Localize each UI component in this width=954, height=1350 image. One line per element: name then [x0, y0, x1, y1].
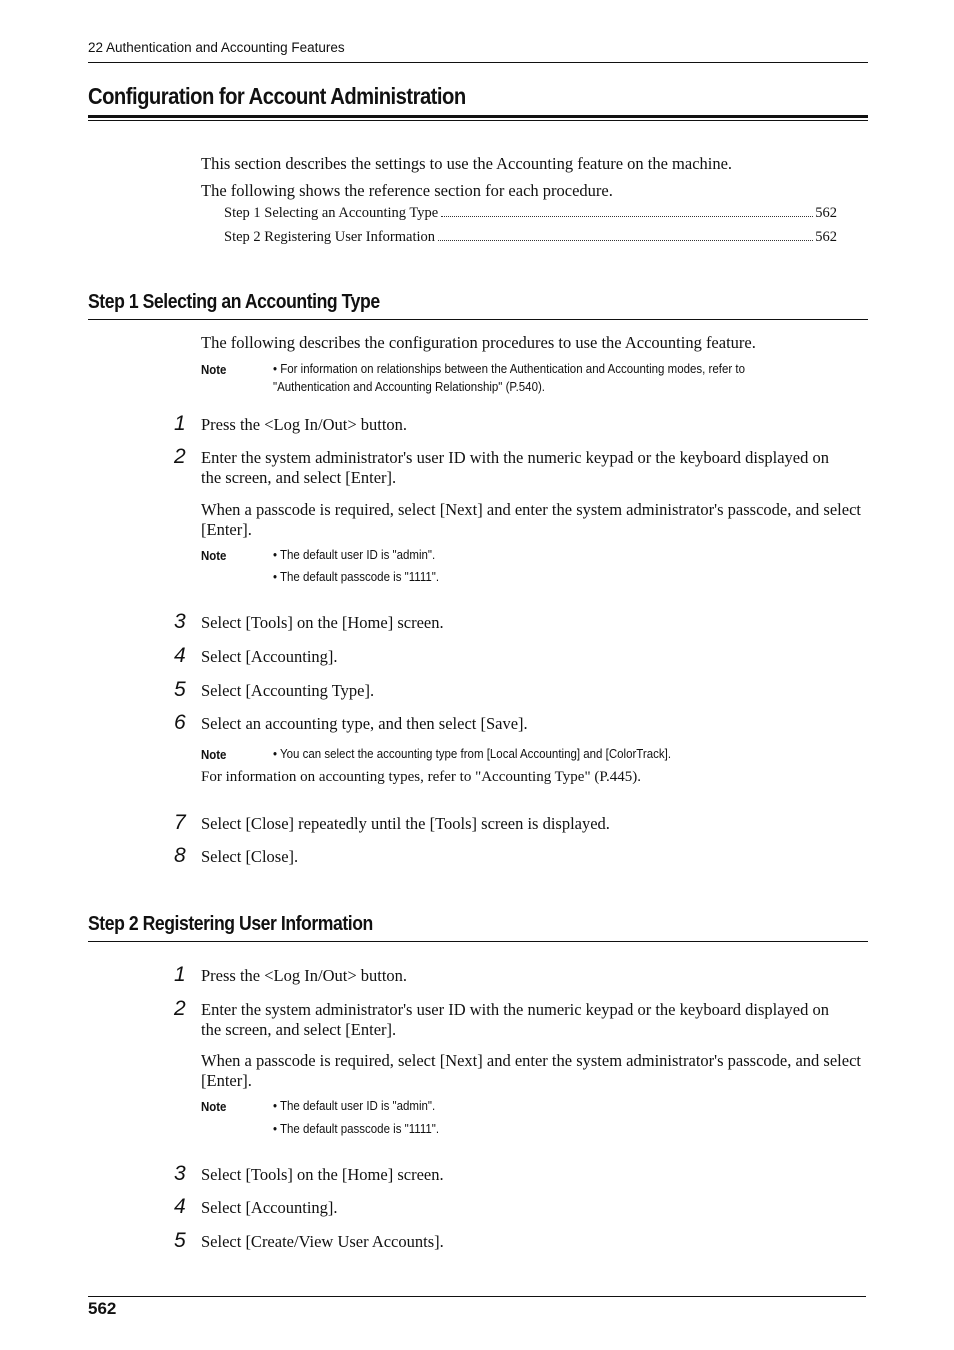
- step-number: 2: [174, 445, 186, 468]
- note-label: Note: [201, 548, 227, 563]
- step-number: 3: [174, 1162, 186, 1185]
- step-text: Select [Tools] on the [Home] screen.: [201, 1165, 444, 1184]
- step-text: Press the <Log In/Out> button.: [201, 966, 408, 985]
- step-text: Enter the system administrator's user ID with the numeric keypad or the keyboard displayed on the screen, and select [Enter].: [201, 448, 829, 487]
- step-text: Select [Close].: [201, 847, 299, 866]
- footer-rule: [88, 1296, 866, 1297]
- toc-leader: [441, 216, 813, 217]
- header-rule: [88, 62, 868, 63]
- step-text: Select [Accounting].: [201, 1198, 338, 1217]
- step-number: 1: [174, 412, 186, 435]
- step-number: 4: [174, 644, 186, 667]
- toc-label: Step 1 Selecting an Accounting Type: [224, 205, 439, 221]
- step-number: 8: [174, 844, 186, 867]
- step-number: 5: [174, 678, 186, 701]
- step-text: Select an accounting type, and then select [Save].: [201, 714, 528, 733]
- note-text: • The default passcode is "1111".: [273, 570, 440, 584]
- step-number: 4: [174, 1195, 186, 1218]
- step-text: Select [Accounting Type].: [201, 681, 375, 700]
- note-text: • The default user ID is "admin".: [273, 1099, 436, 1113]
- toc-label: Step 2 Registering User Information: [224, 229, 436, 245]
- step-text: Enter the system administrator's user ID with the numeric keypad or the keyboard displayed on the screen, and select [Enter].: [201, 1000, 829, 1039]
- note-label: Note: [201, 1099, 227, 1114]
- step1-title-rule: [88, 319, 868, 320]
- step-extra-text: When a passcode is required, select [Next] and enter the system administrator's passcode, and select [Enter].: [201, 1051, 861, 1090]
- step-number: 7: [174, 811, 186, 834]
- toc-page: 562: [815, 229, 837, 245]
- step1-title: Step 1 Selecting an Accounting Type: [88, 291, 380, 313]
- toc-leader: [438, 240, 813, 241]
- toc-entry-step2[interactable]: [224, 229, 837, 246]
- note-label: Note: [201, 362, 227, 377]
- note-label: Note: [201, 747, 227, 762]
- reference-text: For information on accounting types, refer to "Accounting Type" (P.445).: [201, 769, 641, 785]
- toc-entry-step1[interactable]: [224, 205, 837, 222]
- section-title: Configuration for Account Administration: [88, 83, 466, 109]
- step1-intro: The following describes the configuration procedures to use the Accounting feature.: [201, 333, 756, 352]
- note-text: • The default user ID is "admin".: [273, 548, 436, 562]
- step-number: 2: [174, 997, 186, 1020]
- step-number: 6: [174, 711, 186, 734]
- step-text: Select [Tools] on the [Home] screen.: [201, 613, 444, 632]
- note-text: • For information on relationships between the Authentication and Accounting modes, refer to "Authentication and Accounting Relationship" (P.540).: [273, 362, 745, 394]
- chapter-header: 22 Authentication and Accounting Features: [88, 40, 345, 55]
- step2-title-rule: [88, 941, 868, 942]
- intro-text-1: This section describes the settings to use the Accounting feature on the machine.: [201, 154, 733, 173]
- section-title-rule-thick: [88, 115, 868, 118]
- toc-page: 562: [815, 205, 837, 221]
- section-title-rule-thin: [88, 120, 868, 121]
- step-text: Select [Accounting].: [201, 647, 338, 666]
- step-number: 1: [174, 963, 186, 986]
- intro-text-2: The following shows the reference section for each procedure.: [201, 181, 613, 200]
- step2-title: Step 2 Registering User Information: [88, 913, 373, 935]
- step-text: Select [Create/View User Accounts].: [201, 1232, 444, 1251]
- step-text: Press the <Log In/Out> button.: [201, 415, 408, 434]
- page-number: 562: [88, 1299, 117, 1318]
- step-extra-text: When a passcode is required, select [Next] and enter the system administrator's passcode, and select [Enter].: [201, 500, 861, 539]
- step-number: 5: [174, 1229, 186, 1252]
- note-text: • The default passcode is "1111".: [273, 1122, 440, 1136]
- step-text: Select [Close] repeatedly until the [Tools] screen is displayed.: [201, 814, 610, 833]
- note-text: • You can select the accounting type from [Local Accounting] and [ColorTrack].: [273, 747, 672, 761]
- step-number: 3: [174, 610, 186, 633]
